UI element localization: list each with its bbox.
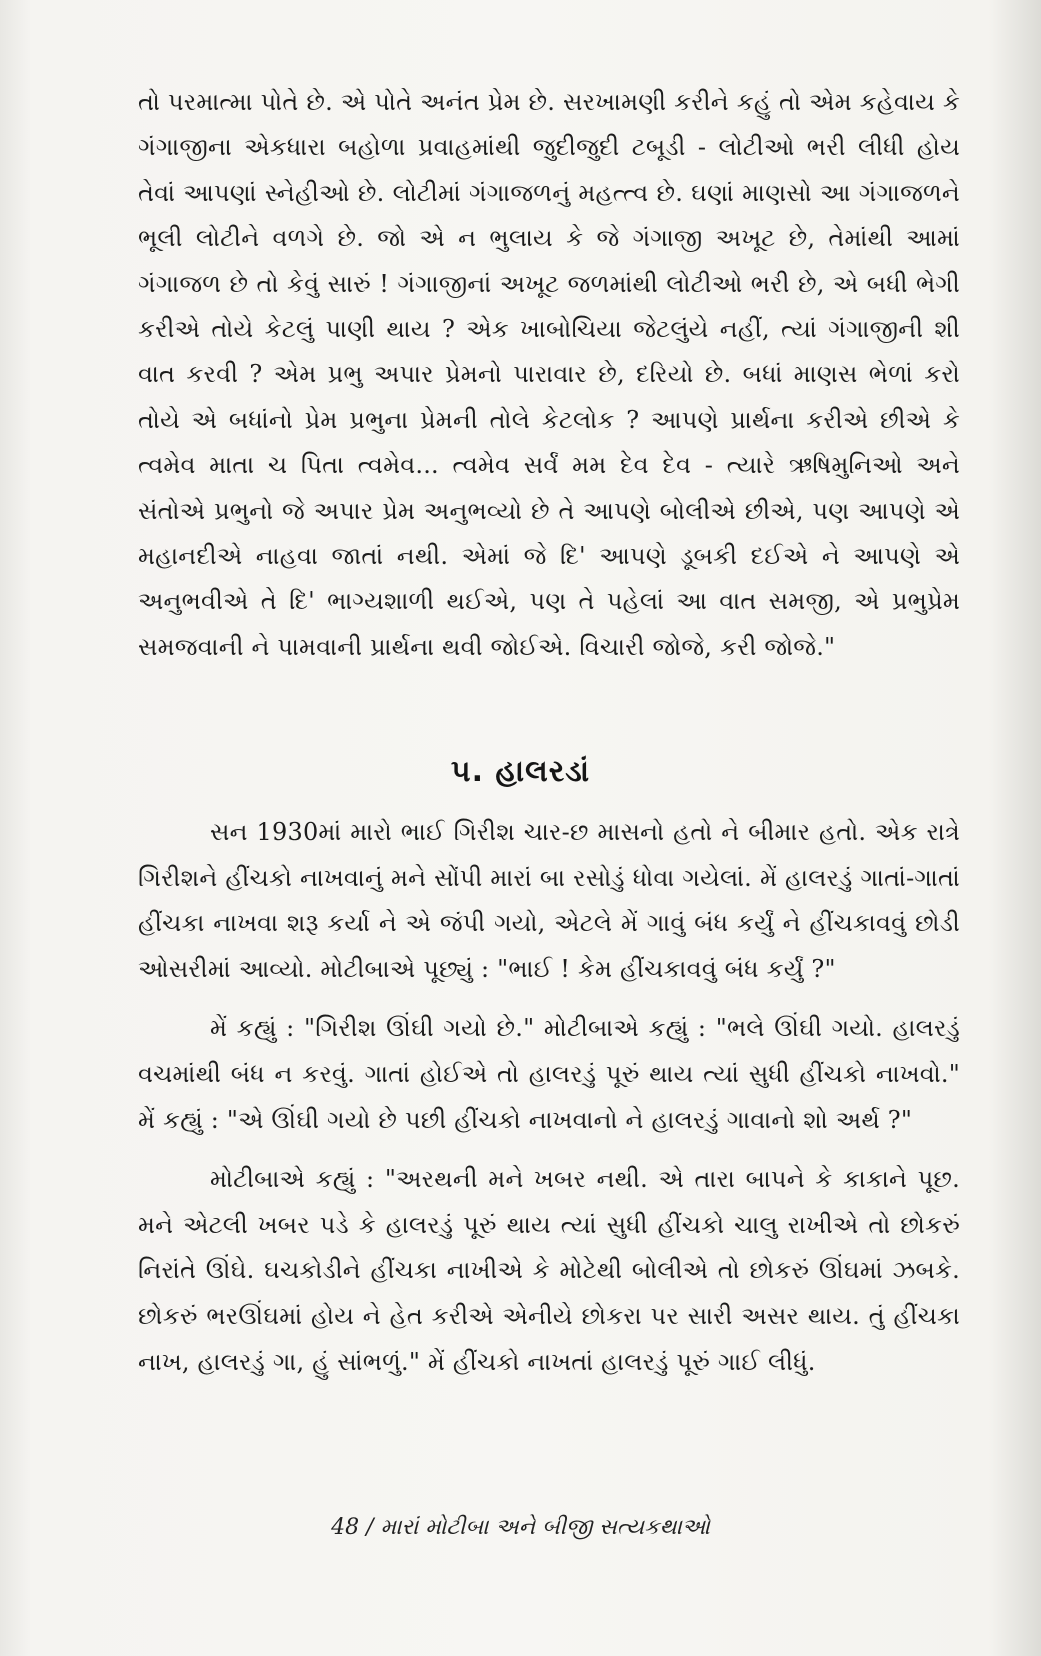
paragraph-1: સન 1930માં મારો ભાઈ ગિરીશ ચાર-છ માસનો હતો ને બીમાર હતો. એક રાત્રે ગિરીશને હીંચકો નાખવાનું મને સોંપી મારાં બા રસોડું ધોવા ગયેલાં. મેં હાલરડું ગાતાં-ગાતાં હીંચકા નાખવા શરૂ કર્યા ને એ જંપી ગયો, એટલે મેં ગાવું બંધ કર્યું ને હીંચકાવવું છોડી ઓસરીમાં આવ્યો. મોટીબાએ પૂછ્યું : "ભાઈ ! કેમ હીંચકાવવું બંધ કર્યું ?" (138, 818, 960, 983)
continuation-paragraph: તો પરમાત્મા પોતે છે. એ પોતે અનંત પ્રેમ છે. સરખામણી કરીને કહું તો એમ કહેવાય કે ગંગાજીના એકધારા બહોળા પ્રવાહમાંથી જુદીજુદી ટબૂડી - લોટીઓ ભરી લીધી હોય તેવાં આપણાં સ્નેહીઓ છે. લોટીમાં ગંગાજળનું મહત્ત્વ છે. ઘણાં માણસો આ ગંગાજળને ભૂલી લોટીને વળગે છે. જો એ ન ભુલાય કે જે ગંગાજી અખૂટ છે, તેમાંથી આમાં ગંગાજળ છે તો કેવું સારું ! ગંગાજીનાં અખૂટ જળમાંથી લોટીઓ ભરી છે, એ બધી ભેગી કરીએ તોયે કેટલું પાણી થાય ? એક ખાબોચિયા જેટલુંયે નહીં, ત્યાં ગંગાજીની શી વાત કરવી ? એમ પ્રભુ અપાર પ્રેમનો પારાવાર છે, દરિયો છે. બધાં માણસ ભેળાં કરો તોયે એ બધાંનો પ્રેમ પ્રભુના પ્રેમની તોલે કેટલોક ? આપણે પ્રાર્થના કરીએ છીએ કે ત્વમેવ માતા ચ પિતા ત્વમેવ... ત્વમેવ સર્વં મમ દેવ દેવ - ત્યારે ઋષિમુનિઓ અને સંતોએ પ્રભુનો જે અપાર પ્રેમ અનુભવ્યો છે તે આપણે બોલીએ છીએ, પણ આપણે એ મહાનદીએ નાહવા જાતાં નથી. એમાં જે દિ' આપણે ડૂબકી દઈએ ને આપણે એ અનુભવીએ તે દિ' ભાગ્યશાળી થઈએ, પણ તે પહેલાં આ વાત સમજી, એ પ્રભુપ્રેમ સમજવાની ને પામવાની પ્રાર્થના થવી જોઈએ. વિચારી જોજે, કરી જોજે." (138, 88, 960, 661)
paragraph-2: મેં કહ્યું : "ગિરીશ ઊંઘી ગયો છે." મોટીબાએ કહ્યું : "ભલે ઊંઘી ગયો. હાલરડું વચમાંથી બંધ ન કરવું. ગાતાં હોઈએ તો હાલરડું પૂરું થાય ત્યાં સુધી હીંચકો નાખવો." મેં કહ્યું : "એ ઊંઘી ગયો છે પછી હીંચકો નાખવાનો ને હાલરડું ગાવાનો શો અર્થ ?" (138, 1014, 960, 1134)
paragraph-3: મોટીબાએ કહ્યું : "અરથની મને ખબર નથી. એ તારા બાપને કે કાકાને પૂછ. મને એટલી ખબર પડે કે હાલરડું પૂરું થાય ત્યાં સુધી હીંચકો ચાલુ રાખીએ તો છોકરું નિરાંતે ઊંઘે. ઘચકોડીને હીંચકા નાખીએ કે મોટેથી બોલીએ તો છોકરું ઊંઘમાં ઝબકે. છોકરું ભરઊંઘમાં હોય ને હેત કરીએ એનીયે છોકરા પર સારી અસર થાય. તું હીંચકા નાખ, હાલરડું ગા, હું સાંભળું." મેં હીંચકો નાખતાં હાલરડું પૂરું ગાઈ લીધું. (138, 1165, 960, 1376)
section-body (138, 810, 960, 1399)
page-body-top (138, 80, 960, 670)
section-heading: ૫. હાલરડાં (450, 754, 591, 789)
page-footer: 48 / મારાં મોટીબા અને બીજી સત્યકથાઓ (331, 1515, 710, 1540)
